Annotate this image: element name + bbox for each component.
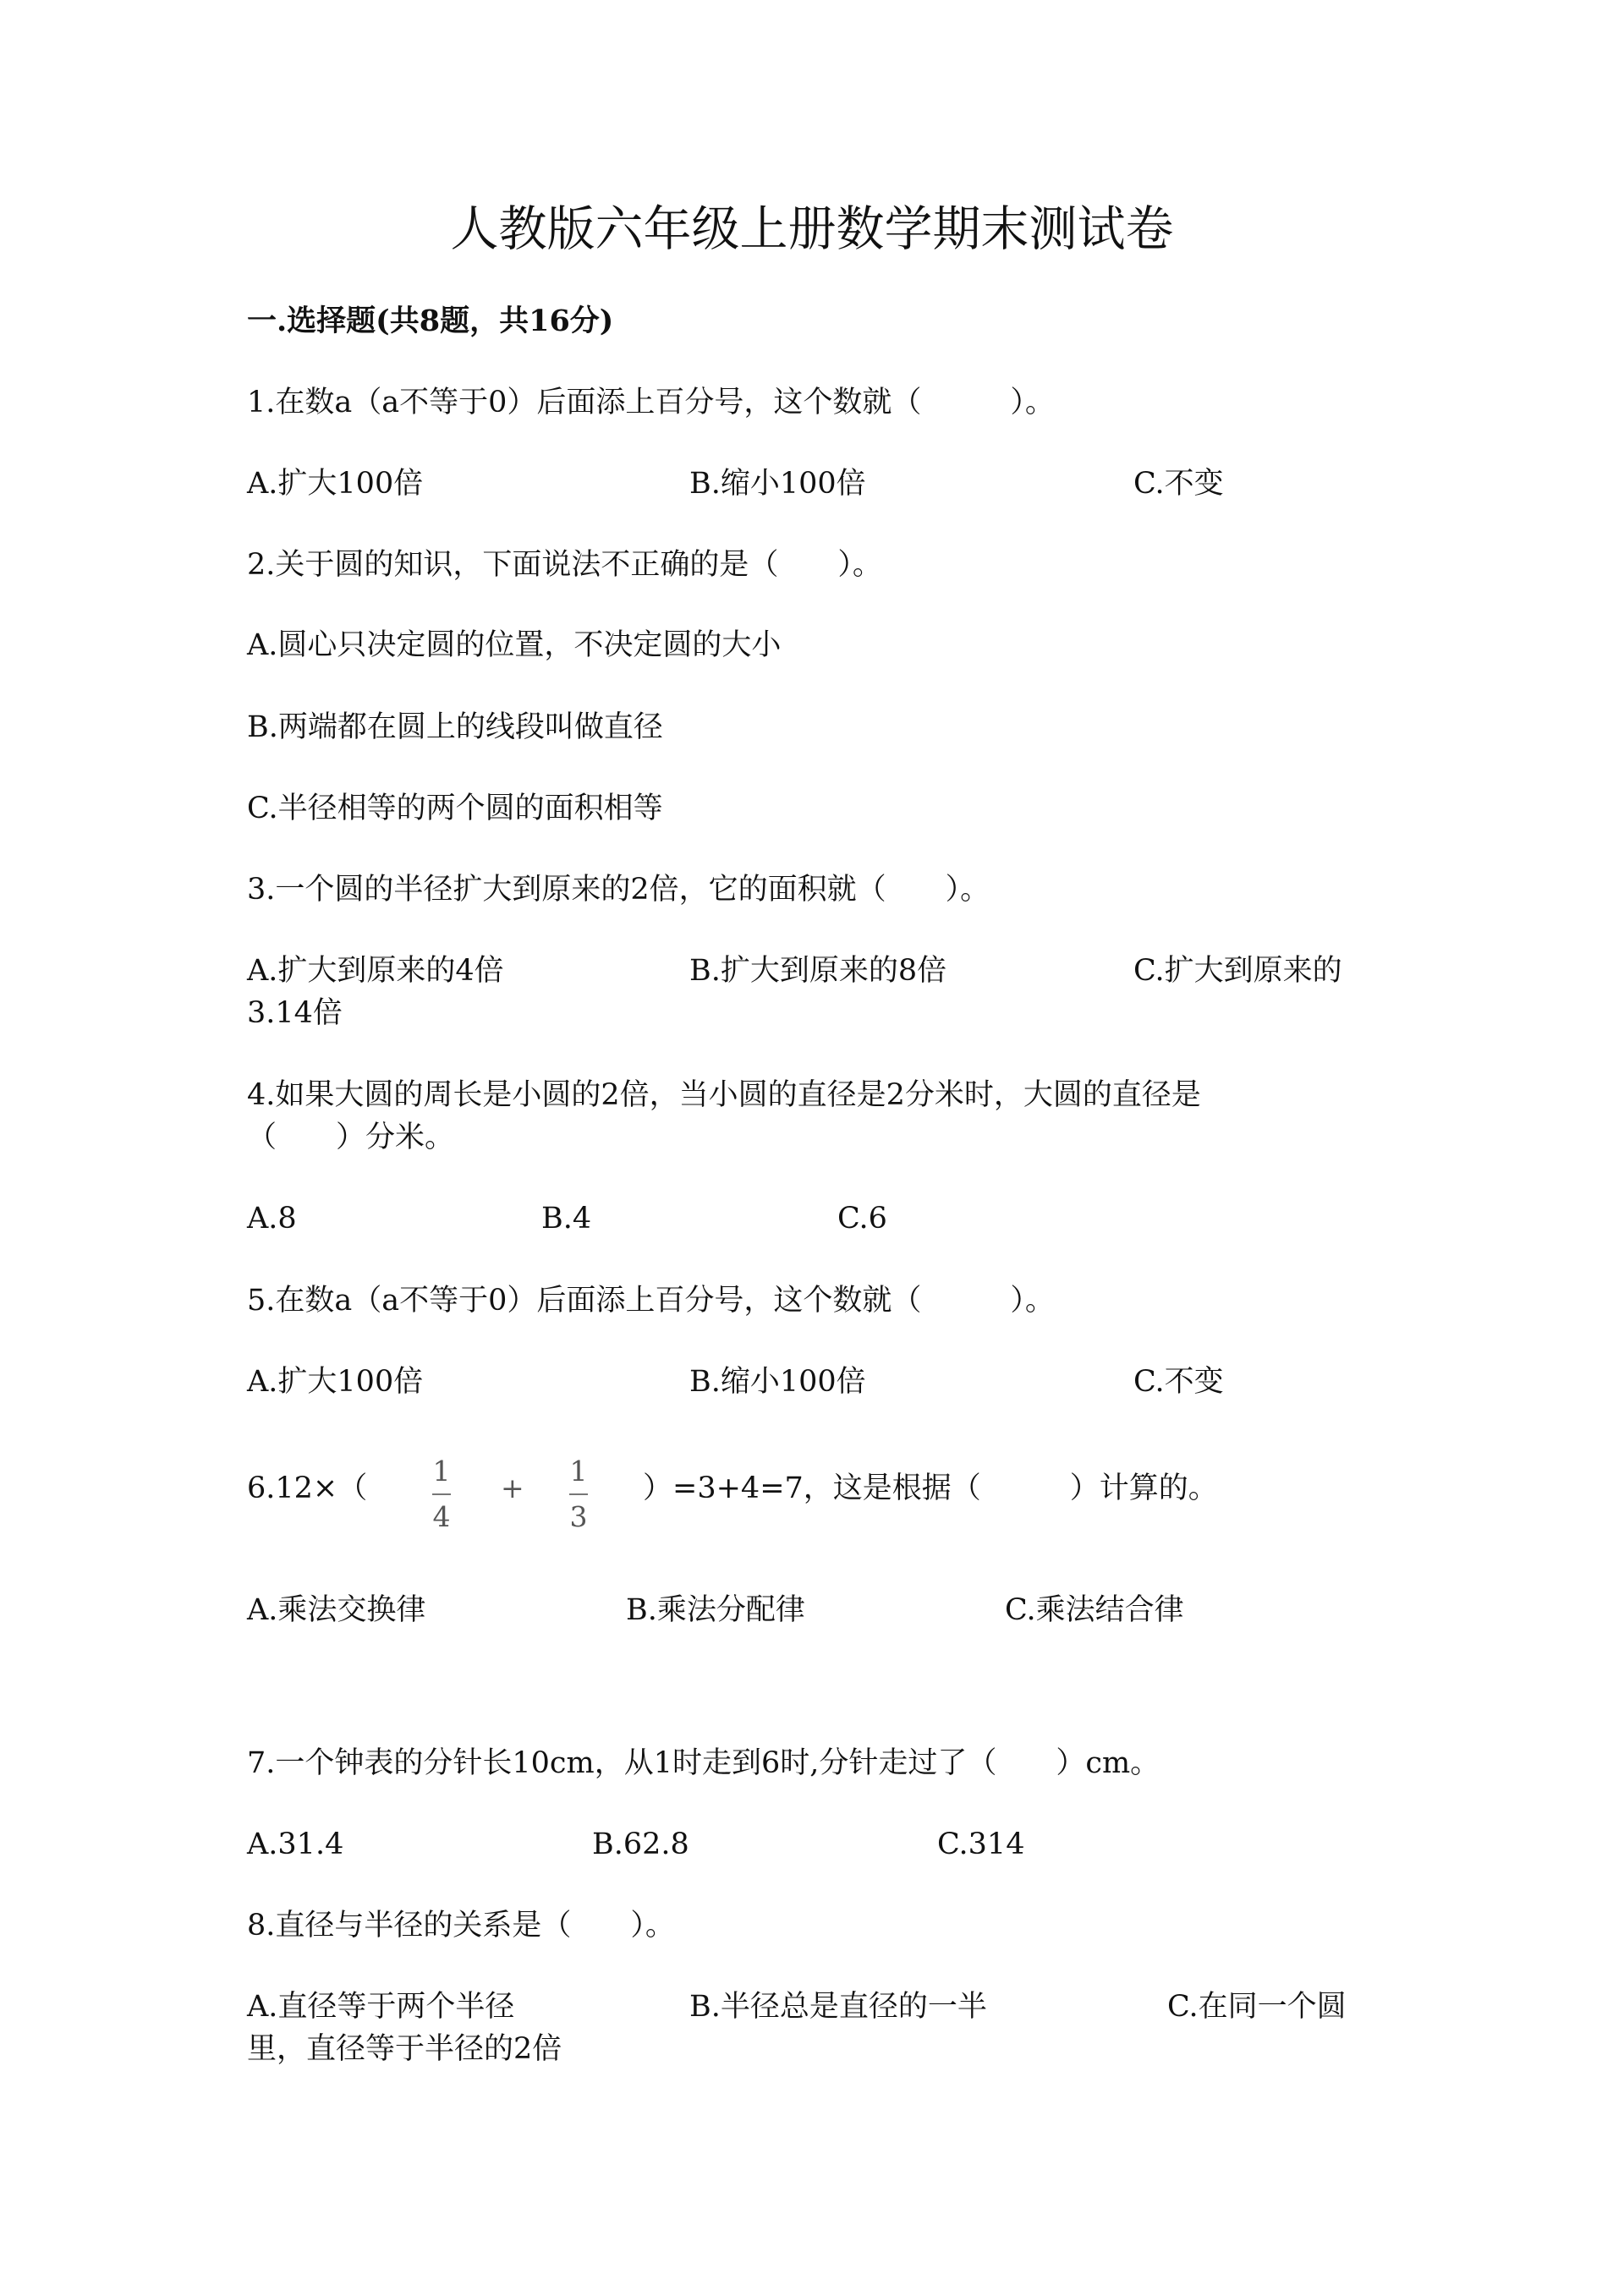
question-1: 1.在数a（a不等于0）后面添上百分号，这个数就（ ）。 [247, 386, 1055, 419]
q5-option-c[interactable]: C.不变 [1133, 1365, 1224, 1399]
q2-option-a[interactable]: A.圆心只决定圆的位置，不决定圆的大小 [247, 628, 782, 662]
page-title: 人教版六年级上册数学期末测试卷 [450, 201, 1174, 257]
fraction-one-quarter [427, 1457, 456, 1531]
q4-option-a[interactable]: A.8 [247, 1202, 297, 1236]
q8-option-a[interactable]: A.直径等于两个半径 [247, 1990, 515, 2024]
q6-option-b[interactable]: B.乘法分配律 [626, 1593, 805, 1627]
fraction-numerator: 1 [569, 1455, 588, 1488]
question-2: 2.关于圆的知识，下面说法不正确的是（ ）。 [247, 548, 882, 582]
q6-option-a[interactable]: A.乘法交换律 [247, 1593, 426, 1627]
plus-sign: + [501, 1471, 524, 1504]
question-4-continued: （ ）分米。 [247, 1121, 455, 1154]
q4-option-c[interactable]: C.6 [837, 1202, 887, 1236]
fraction-bar [432, 1493, 451, 1495]
question-6-prefix: 6.12×（ [247, 1471, 368, 1505]
q3-option-c-continued: 3.14倍 [247, 996, 343, 1030]
q2-option-c[interactable]: C.半径相等的两个圆的面积相等 [247, 792, 663, 825]
question-3: 3.一个圆的半径扩大到原来的2倍，它的面积就（ ）。 [247, 873, 990, 907]
q7-option-b[interactable]: B.62.8 [592, 1827, 689, 1861]
q7-option-c[interactable]: C.314 [937, 1827, 1025, 1861]
fraction-numerator: 1 [432, 1455, 451, 1488]
q1-option-b[interactable]: B.缩小100倍 [689, 467, 866, 501]
q4-option-b[interactable]: B.4 [541, 1202, 592, 1236]
q5-option-a[interactable]: A.扩大100倍 [247, 1365, 424, 1399]
question-7: 7.一个钟表的分针长10cm，从1时走到6时,分针走过了（ ）cm。 [247, 1746, 1160, 1780]
question-5: 5.在数a（a不等于0）后面添上百分号，这个数就（ ）。 [247, 1284, 1055, 1318]
fraction-denominator: 4 [432, 1500, 451, 1533]
question-4: 4.如果大圆的周长是小圆的2倍，当小圆的直径是2分米时，大圆的直径是 [247, 1078, 1201, 1112]
q1-option-c[interactable]: C.不变 [1133, 467, 1224, 501]
section-heading: 一.选择题(共8题，共16分) [247, 304, 614, 338]
q3-option-c[interactable]: C.扩大到原来的 [1133, 954, 1342, 988]
q6-option-c[interactable]: C.乘法结合律 [1005, 1593, 1184, 1627]
q1-option-a[interactable]: A.扩大100倍 [247, 467, 424, 501]
q2-option-b[interactable]: B.两端都在圆上的线段叫做直径 [247, 710, 663, 744]
q3-option-a[interactable]: A.扩大到原来的4倍 [247, 954, 504, 988]
q8-option-c-continued: 里，直径等于半径的2倍 [247, 2032, 562, 2066]
q5-option-b[interactable]: B.缩小100倍 [689, 1365, 866, 1399]
fraction-denominator: 3 [569, 1500, 588, 1533]
question-6-suffix: ）=3+4=7，这是根据（ ）计算的。 [643, 1471, 1218, 1505]
question-8: 8.直径与半径的关系是（ ）。 [247, 1909, 675, 1943]
q8-option-c[interactable]: C.在同一个圆 [1167, 1990, 1347, 2024]
q7-option-a[interactable]: A.31.4 [247, 1827, 344, 1861]
fraction-one-third [564, 1457, 593, 1531]
fraction-bar [569, 1493, 588, 1495]
q8-option-b[interactable]: B.半径总是直径的一半 [689, 1990, 987, 2024]
q3-option-b[interactable]: B.扩大到原来的8倍 [689, 954, 947, 988]
